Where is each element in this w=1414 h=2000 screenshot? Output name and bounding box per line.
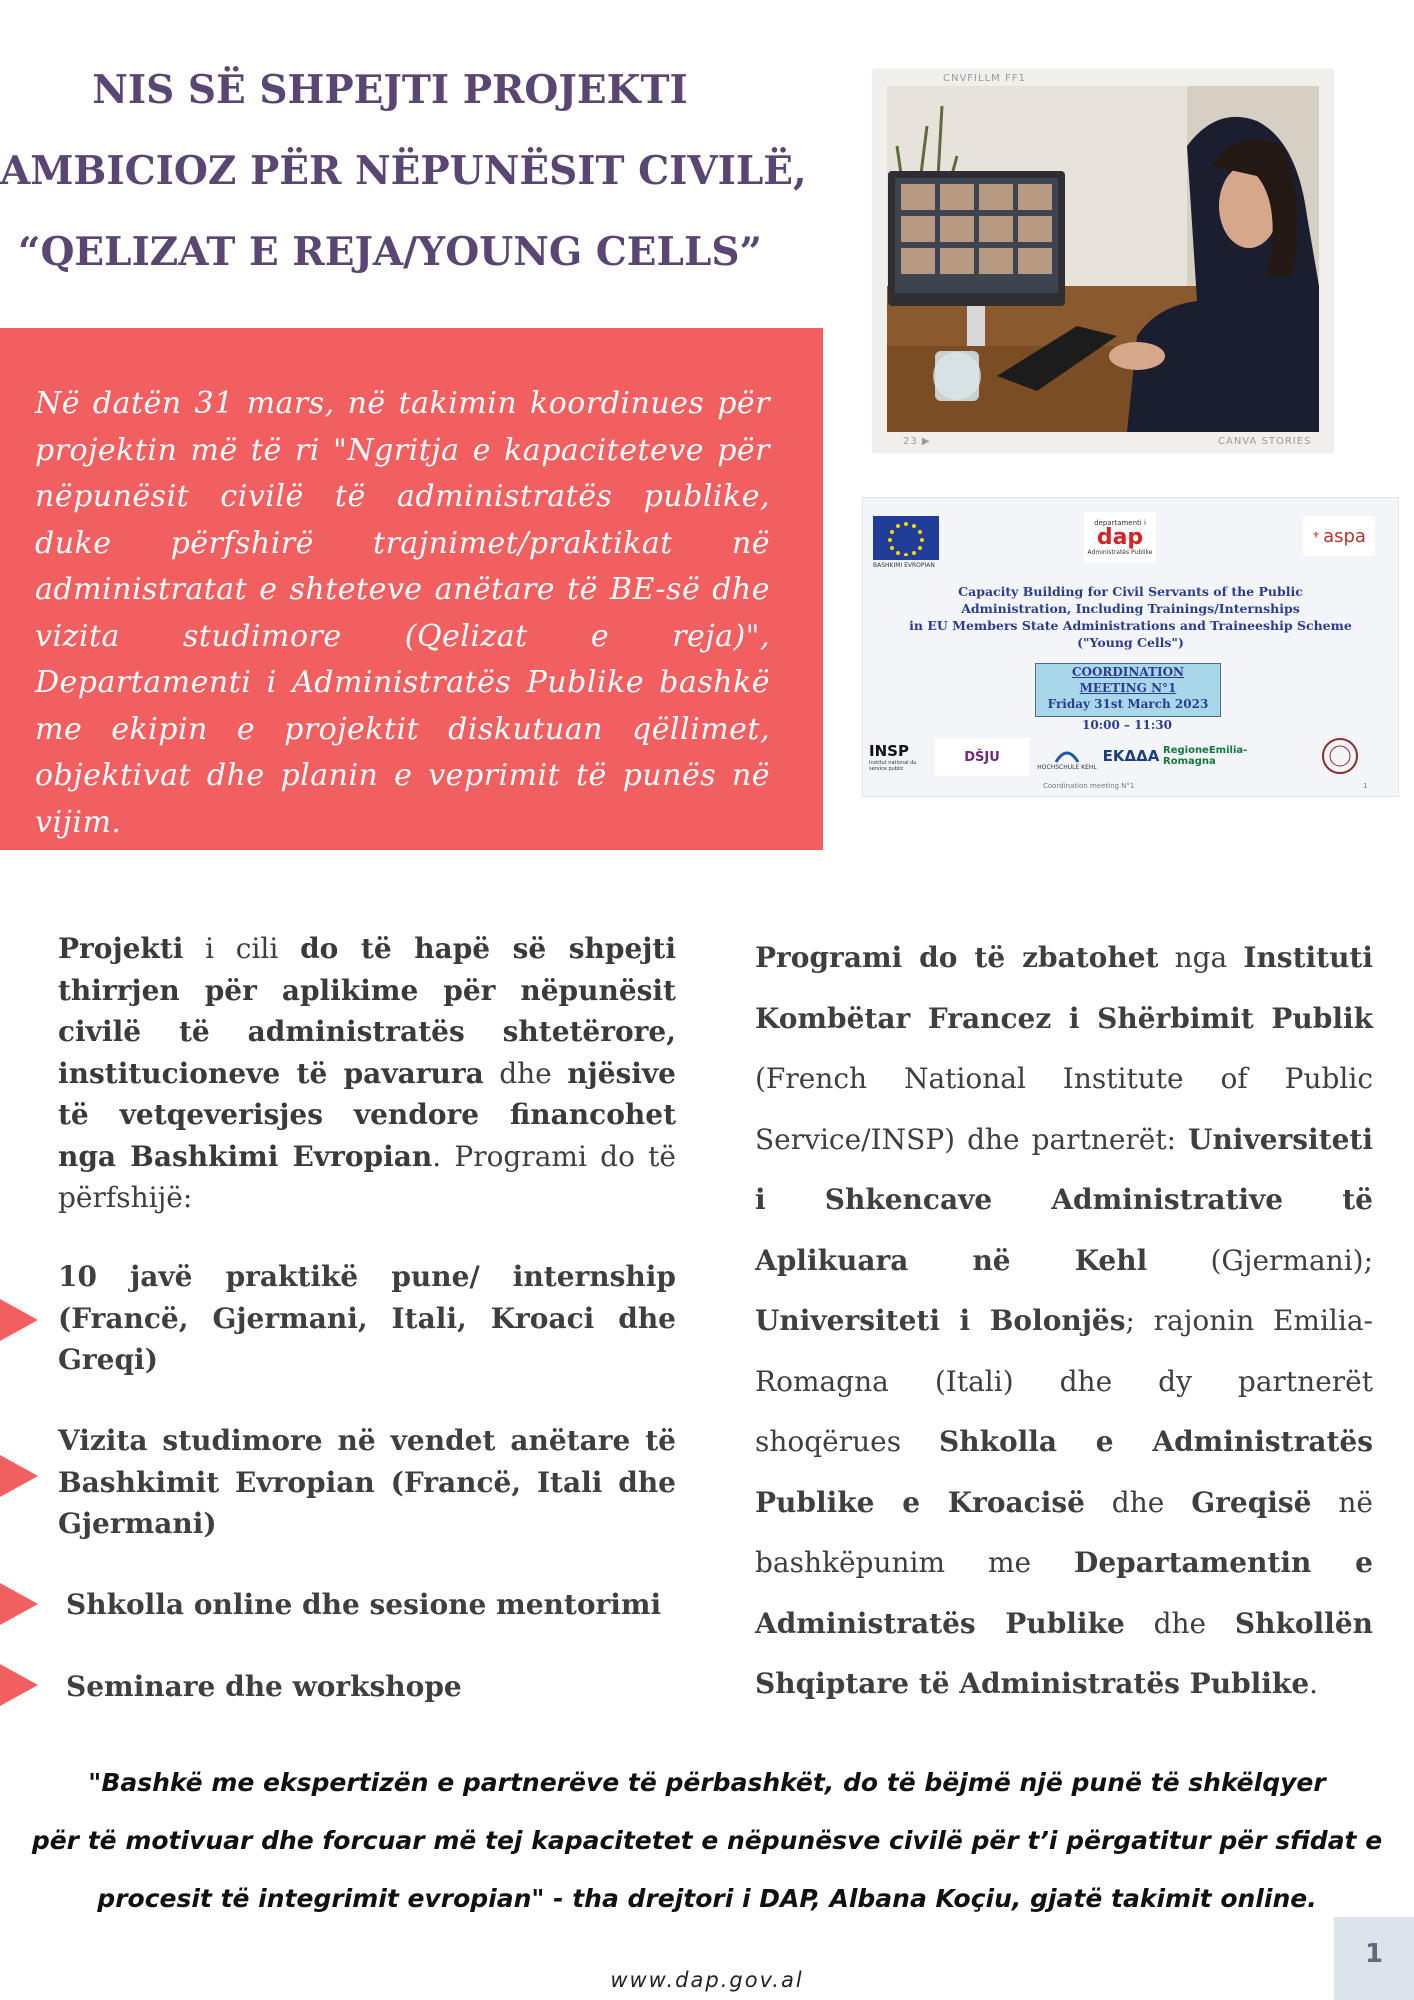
bold-text: Departamentin e Administratës Publike [755, 1546, 1373, 1640]
quote-line: "Bashkë me ekspertizën e partnerëve të përbashkët, do të bëjmë një punë të shkëlqyer [88, 1768, 1326, 1797]
intro-text: Në datën 31 mars, në takimin koordinues për projektin më të ri "Ngritja e kapaciteteve për nëpunësit civilë të administratës publike, duke përfshirë trajnimet/praktikat në administratat e shteteve anëtare të BE-së dhe vizita studimore (Qelizat e reja)", Departamenti i Administratës Publike bashkë me ekipin e projektit diskutuan qëllimet, objektivat dhe planin e veprimit të punës në vijim. [35, 386, 770, 840]
dap-logo-sub: Administratës Publike [1087, 548, 1153, 556]
insp-logo-sub: Institut national du service public [869, 760, 917, 772]
photo-bottom-right-label: CANVA STORIES [1218, 436, 1312, 447]
text: (French National Institute of Public Service/INSP) dhe partnerët: [755, 1062, 1373, 1156]
slide-title-line: Administration, Including Trainings/Internships [961, 601, 1300, 616]
dsju-logo [935, 738, 1029, 776]
page-number-box [1334, 1917, 1414, 2000]
bold-text: Universiteti i Bolonjës [755, 1304, 1126, 1337]
crest-icon: ⚜ [1312, 531, 1321, 541]
text: . [1309, 1667, 1319, 1700]
page-number: 1 [1364, 1939, 1384, 1969]
text: . Programi do të përfshijë: [58, 1139, 676, 1214]
list-item: Shkolla online dhe sesione mentorimi [66, 1588, 662, 1621]
text: (Gjermani); [1147, 1243, 1374, 1277]
text: dhe [483, 1056, 568, 1090]
list-item: Seminare dhe workshope [66, 1670, 462, 1703]
slide-title-line: in EU Members State Administrations and Traineeship Scheme [909, 618, 1352, 633]
text: nga [1158, 941, 1244, 974]
text: dhe [1084, 1485, 1192, 1519]
headline [0, 50, 807, 293]
website-link[interactable]: www.dap.gov.al [610, 1968, 804, 1992]
headline-line: NIS SË SHPEJTI PROJEKTI [92, 67, 688, 113]
meeting-photo [873, 70, 1333, 452]
slide-page-number: 1 [1363, 782, 1368, 790]
university-seal-icon [1321, 737, 1359, 775]
text: dhe [1124, 1606, 1235, 1640]
slide-footer: Coordination meeting N°1 [1043, 782, 1135, 790]
eu-label: BASHKIMI EVROPIAN [873, 562, 935, 569]
photo-bottom-left-label: 23 ▶ [903, 436, 931, 447]
bold-text: njësive të vetqeverisjes vendore financohet nga Bashkimi Evropian [58, 1056, 676, 1173]
emilia-logo-text: RegioneEmilia-Romagna [1163, 745, 1248, 767]
emilia-romagna-logo [1163, 744, 1283, 768]
kehl-logo [1037, 736, 1097, 778]
dap-logo [1084, 512, 1156, 562]
headline-line: AMBICIOZ PËR NËPUNËSIT CIVILË, [0, 148, 807, 194]
slide-title [903, 583, 1358, 651]
bold-text: Shkolla e Administratës Publike e Kroacisë [755, 1425, 1374, 1519]
text: ; rajonin Emilia-Romagna (Itali) dhe dy partnerët shoqërues [755, 1304, 1373, 1458]
bologna-seal-icon [1318, 734, 1362, 778]
quote-line: procesit të integrimit evropian" - tha drejtori i DAP, Albana Koçiu, gjatë takimit online. [97, 1884, 1317, 1913]
insp-logo [869, 738, 927, 776]
text: i cili [183, 932, 301, 965]
list-item: 10 javë praktikë pune/ internship (Francë, Gjermani, Itali, Kroaci dhe Greqi) [58, 1260, 676, 1376]
bold-text: Shkollën Shqiptare të Administratës Publike [755, 1606, 1373, 1700]
bold-text: Greqisë [1191, 1485, 1312, 1519]
aspa-logo-text: aspa [1323, 525, 1366, 547]
kehl-logo-text: HOCHSCHULE KEHL [1037, 763, 1097, 771]
kehl-arc-icon [1054, 744, 1080, 764]
insp-logo-text: INSP [869, 742, 909, 760]
bold-text: do të hapë së shpejti thirrjen për aplikime për nëpunësit civilë të administratës shtetërore, institucioneve të pavarura [58, 932, 677, 1090]
meeting-date: Friday 31st March 2023 [1047, 697, 1209, 711]
meeting-box [1035, 663, 1221, 717]
dap-logo-top: departamenti i [1094, 518, 1146, 527]
bullet-arrow-icon [0, 1664, 38, 1706]
text: në bashkëpunim me [755, 1485, 1373, 1579]
aspa-logo [1303, 516, 1375, 556]
program-paragraph [755, 928, 1373, 1715]
slide-title-line: ("Young Cells") [1077, 635, 1184, 650]
meeting-line: MEETING N°1 [1079, 681, 1177, 695]
eu-flag-icon [873, 516, 939, 560]
bold-text: Programi do të zbatohet [755, 941, 1159, 974]
bullet-arrow-icon [0, 1299, 38, 1341]
presentation-slide [862, 497, 1399, 797]
bullet-arrow-icon [0, 1583, 38, 1625]
headline-line: “QELIZAT E REJA/YOUNG CELLS” [18, 229, 762, 275]
dsju-logo-text: DŠJU [964, 749, 1000, 765]
meeting-line: COORDINATION [1071, 665, 1185, 679]
photo-top-label: CNVFILLM FF1 [943, 73, 1026, 84]
meeting-time: 10:00 – 11:30 [1081, 718, 1172, 732]
slide-title-line: Capacity Building for Civil Servants of the Public [958, 584, 1303, 599]
edda-logo-text: ΕΚΔΔΑ [1102, 747, 1160, 765]
edda-logo [1103, 734, 1159, 778]
photo-scene [887, 86, 1319, 432]
video-call-illustration [887, 86, 1319, 432]
bold-text: Instituti Kombëtar Francez i Shërbimit Publik [755, 941, 1373, 1035]
bold-text: Universiteti i Shkencave Administrative të Aplikuara në Kehl [755, 1122, 1373, 1277]
bold-text: Projekti [58, 932, 184, 965]
list-item: Vizita studimore në vendet anëtare të Bashkimit Evropian (Francë, Itali dhe Gjermani) [58, 1424, 676, 1540]
eu-stars-icon [886, 520, 926, 556]
quote-line: për të motivuar dhe forcuar më tej kapacitetet e nëpunësve civilë për t’i përgatitur për sfidat e [31, 1826, 1383, 1855]
bullet-arrow-icon [0, 1455, 38, 1497]
dap-logo-main: dap [1096, 524, 1144, 550]
project-paragraph [58, 928, 676, 1219]
